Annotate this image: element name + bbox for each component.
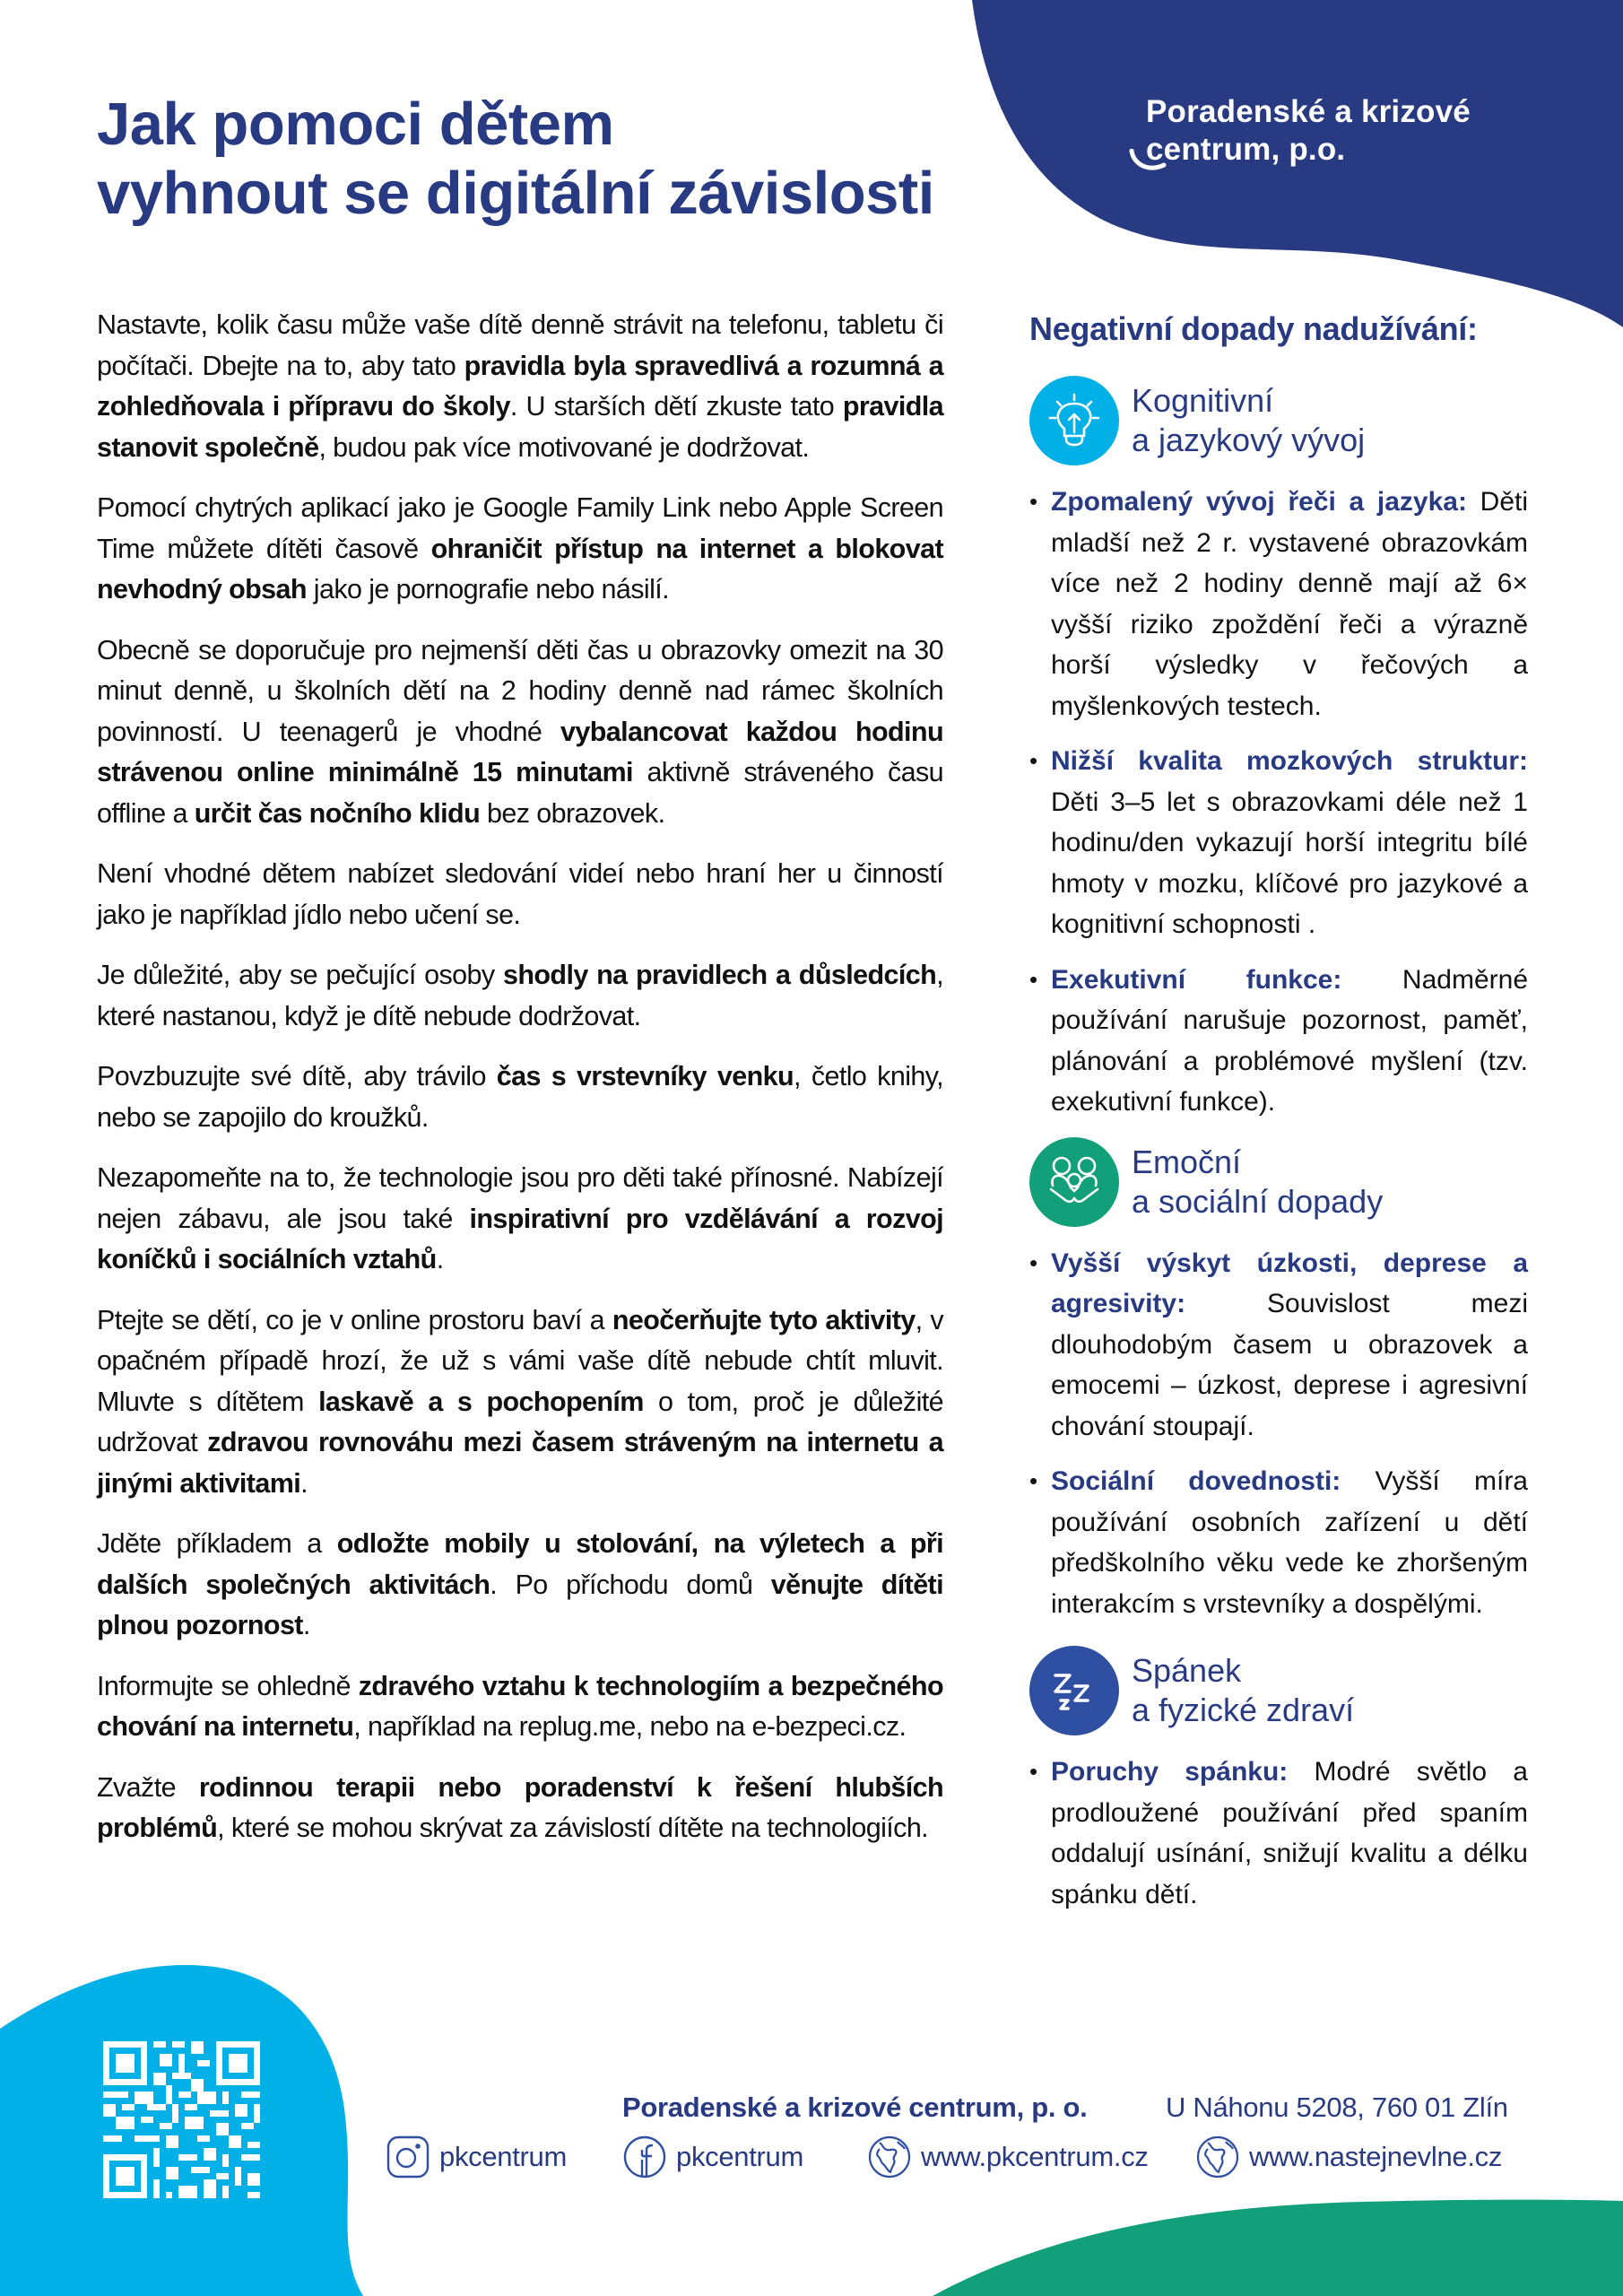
impact-item-text: Souvislost mezi dlouhodobým časem u obrazovek a emocemi – úzkost, deprese i agresivní chování stoupají. [1051, 1289, 1528, 1441]
tip-emphasis: ohraničit přístup na internet a blokovat nevhodný obsah [97, 533, 943, 604]
category-sleep-health [1029, 1646, 1528, 1735]
website-link-nastejnevlne[interactable] [1195, 2133, 1502, 2181]
impact-item [1029, 960, 1528, 1123]
tip-paragraph [97, 305, 943, 468]
tip-emphasis: určit čas nočního klidu [194, 797, 481, 829]
bullet-list [1029, 1752, 1528, 1915]
category-title [1132, 1651, 1354, 1730]
tip-emphasis: věnujte dítěti plnou pozornost [97, 1569, 943, 1640]
impact-item-text: Děti mladší než 2 r. vystavené obrazovkám více než 2 hodiny denně mají až 6× vyšší riziko zpoždění řeči a výrazně horší výsledky v řečových a myšlenkových testech. [1051, 487, 1529, 721]
facebook-link[interactable] [622, 2133, 803, 2181]
tip-text: . Po příchodu domů [490, 1569, 771, 1600]
tip-emphasis: shodly na pravidlech a důsledcích [503, 960, 937, 990]
tip-paragraph [97, 1666, 943, 1748]
tip-paragraph [97, 955, 943, 1037]
tip-text: . U starších dětí zkuste tato [509, 391, 843, 422]
tip-text: . [300, 1467, 308, 1499]
impact-item-lead: Exekutivní funkce: [1051, 964, 1342, 995]
tip-text: Zvažte [97, 1771, 199, 1803]
tip-paragraph [97, 1524, 943, 1647]
tip-emphasis: odložte mobily u stolování, na výletech a při dalších společných aktivitách [97, 1528, 943, 1600]
title-line-1: Jak pomoci dětem [97, 91, 614, 158]
tip-text: Není vhodné dětem nabízet sledování videí nebo hraní her u činností jako je například jídlo nebo učení se. [97, 858, 943, 930]
tip-text: Nezapomeňte na to, že technologie jsou pro děti také přínosné. Nabízejí nejen zábavu, ale jsou také [97, 1162, 943, 1234]
tip-text: Povzbuzujte své dítě, aby trávilo [97, 1061, 497, 1091]
tip-emphasis: pravidla stanovit společně [97, 391, 943, 463]
family-icon [1029, 1137, 1119, 1227]
tip-emphasis: zdravého vztahu k technologiím a bezpečného chování na internetu [97, 1670, 943, 1742]
tip-emphasis: neočerňujte tyto aktivity [612, 1304, 916, 1335]
tip-text: Informujte se ohledně [97, 1670, 359, 1701]
category-title-line-2: a sociální dopady [1132, 1182, 1384, 1220]
page-title [97, 90, 976, 228]
tip-text: Pomocí chytrých aplikací jako je Google Family Link nebo Apple Screen Time můžete dítěti časově [97, 492, 943, 564]
tip-emphasis: pravidla byla spravedlivá a rozumná a zohledňovala i přípravu do školy [97, 350, 943, 422]
facebook-handle: pkcentrum [676, 2141, 804, 2172]
tip-text: , budou pak více motivované je dodržovat. [318, 431, 810, 463]
category-title [1132, 381, 1365, 460]
facebook-icon [622, 2135, 667, 2179]
instagram-link[interactable] [386, 2133, 567, 2181]
negative-impacts-column [1029, 309, 1528, 1929]
category-emotional-social [1029, 1137, 1528, 1227]
impact-item [1029, 1752, 1528, 1915]
impact-item [1029, 1461, 1528, 1624]
tip-text: , četlo knihy, nebo se zapojilo do kroužků. [97, 1061, 943, 1133]
tip-text: Obecně se doporučuje pro nejmenší děti čas u obrazovky omezit na 30 minut denně, u školních dětí na 2 hodiny denně nad rámec školních povinností. U teenagerů je vhodné [97, 634, 943, 747]
tip-text: . [436, 1244, 444, 1274]
organization-logo [1146, 93, 1471, 169]
impact-item [1029, 482, 1528, 726]
tip-text: . [302, 1610, 310, 1640]
instagram-handle: pkcentrum [439, 2141, 568, 2172]
tip-emphasis: zdravou rovnováhu mezi časem stráveným na internetu a jinými aktivitami [97, 1427, 943, 1499]
website-nastejnevlne: www.nastejnevlne.cz [1249, 2141, 1503, 2172]
footer-green-shape [933, 2200, 1623, 2296]
globe-icon [867, 2135, 912, 2179]
tip-paragraph [97, 1768, 943, 1849]
category-cognitive [1029, 376, 1528, 465]
qr-code[interactable] [103, 2041, 260, 2198]
footer-address: U Náhonu 5208, 760 01 Zlín [1166, 2092, 1508, 2123]
logo-smile-icon [1128, 149, 1167, 172]
title-line-2: vyhnout se digitální závislosti [97, 160, 934, 227]
footer-org-name: Poradenské a krizové centrum, p. o. [622, 2092, 1088, 2123]
tip-emphasis: čas s vrstevníky venku [496, 1061, 794, 1091]
tip-paragraph [97, 854, 943, 935]
bullet-list [1029, 482, 1528, 1123]
tips-column [97, 305, 943, 1869]
category-title-line-1: Spánek [1132, 1652, 1242, 1689]
impact-item-text: Nadměrné používání narušuje pozornost, paměť, plánování a problémové myšlení (tzv. exekutivní funkce). [1051, 964, 1529, 1117]
tip-text: jako je pornografie nebo násilí. [306, 574, 670, 604]
tip-emphasis: inspirativní pro vzdělávání a rozvoj koníčků i sociálních vztahů [97, 1203, 943, 1274]
tip-paragraph [97, 488, 943, 611]
tip-paragraph [97, 1300, 943, 1505]
category-title-line-1: Kognitivní [1132, 382, 1274, 419]
tip-text: aktivně stráveného času offline a [97, 757, 943, 829]
tip-text: , které se mohou skrývat za závislostí dítěte na technologiích. [217, 1813, 929, 1843]
tip-text: bez obrazovek. [480, 797, 665, 829]
impact-item-text: Děti 3–5 let s obrazovkami déle než 1 hodinu/den vykazují horší integritu bílé hmoty v mozku, klíčové pro jazykové a kognitivní schopnosti . [1051, 787, 1528, 939]
tip-paragraph [97, 1057, 943, 1138]
tip-text: , které nastanou, když je dítě nebude dodržovat. [97, 960, 943, 1031]
negative-impacts-heading: Negativní dopady nadužívání: [1029, 310, 1478, 347]
impact-item-lead: Poruchy spánku: [1051, 1757, 1289, 1787]
logo-line-1: Poradenské a krizové [1146, 94, 1471, 129]
website-link-pkcentrum[interactable] [867, 2133, 1149, 2181]
category-title-line-2: a fyzické zdraví [1132, 1692, 1355, 1728]
impact-item [1029, 1243, 1528, 1448]
impact-item-lead: Sociální dovednosti: [1051, 1466, 1341, 1496]
bullet-list [1029, 1243, 1528, 1625]
lightbulb-icon [1029, 376, 1119, 465]
tip-paragraph [97, 1158, 943, 1281]
impact-item-lead: Vyšší výskyt úzkosti, deprese a agresivity: [1051, 1248, 1528, 1318]
website-pkcentrum: www.pkcentrum.cz [921, 2141, 1149, 2172]
impact-item [1029, 741, 1528, 945]
tip-paragraph [97, 631, 943, 835]
category-title [1132, 1143, 1383, 1222]
impact-item-lead: Nižší kvalita mozkových struktur: [1051, 746, 1528, 776]
impact-item-text: Modré světlo a prodloužené používání před spaním oddalují usínání, snižují kvalitu a délku spánku dětí. [1051, 1757, 1528, 1909]
impact-item-lead: Zpomalený vývoj řeči a jazyka: [1051, 487, 1467, 517]
category-title-line-2: a jazykový vývoj [1132, 422, 1366, 458]
tip-text: , například na replug.me, nebo na e-bezpeci.cz. [353, 1711, 907, 1742]
category-title-line-1: Emoční [1132, 1143, 1242, 1180]
tip-text: Ptejte se dětí, co je v online prostoru baví a [97, 1304, 612, 1335]
globe-icon [1195, 2135, 1240, 2179]
tip-text: Je důležité, aby se pečující osoby [97, 960, 503, 990]
tip-text: , v opačném případě hrozí, že už s vámi vaše dítě nebude chtít mluvit. Mluvte s dítětem [97, 1304, 944, 1417]
tip-emphasis: rodinnou terapii nebo poradenství k řešení hlubších problémů [97, 1771, 943, 1843]
tip-text: o tom, proč je důležité udržovat [97, 1386, 943, 1457]
instagram-icon [386, 2135, 430, 2179]
logo-line-2: centrum, p.o. [1146, 132, 1346, 167]
impact-item-text: Vyšší míra používání osobních zařízení u dětí předškolního věku vede ke zhoršeným interakcím s vrstevníky a dospělými. [1051, 1466, 1528, 1619]
tip-text: Nastavte, kolik času může vaše dítě denně strávit na telefonu, tabletu či počítači. Dbejte na to, aby tato [97, 309, 943, 381]
tip-emphasis: laskavě a s pochopením [318, 1386, 644, 1417]
sleep-zzz-icon [1029, 1646, 1119, 1735]
tip-text: Jděte příkladem a [97, 1528, 337, 1559]
tip-emphasis: vybalancovat každou hodinu strávenou online minimálně 15 minutami [97, 716, 943, 787]
